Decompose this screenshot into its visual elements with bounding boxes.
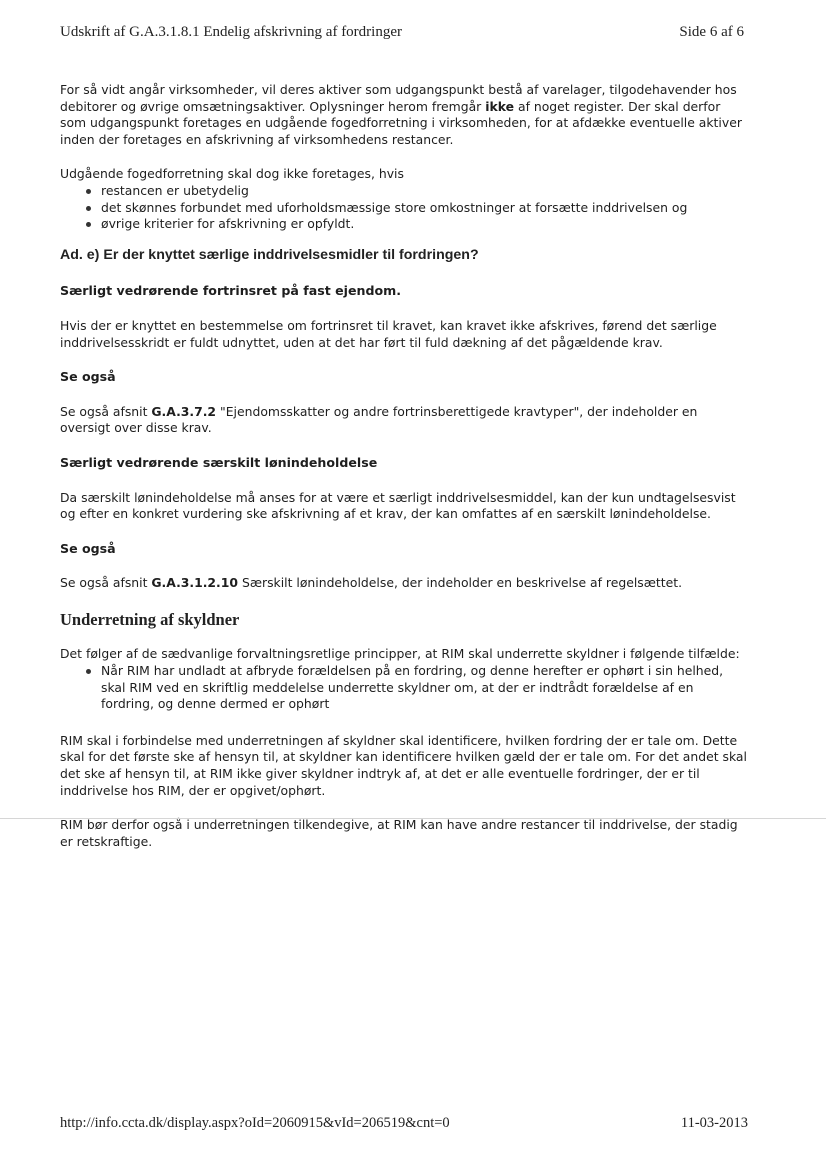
- paragraph-underretning: Det følger af de sædvanlige forvaltningsretlige principper, at RIM skal underrette skyldner i følgende tilfælde:: [60, 646, 740, 662]
- bullet-icon: [86, 669, 91, 674]
- paragraph-virksomheder: For så vidt angår virksomheder, vil deres aktiver som udgangspunkt bestå af varelager, tilgodehavender hos debitorer og øvrige omsætningsaktiver. Oplysninger herom fremgår ikke af noget register. Der skal derfor som udgangspunkt foretages en udgående fogedforretning i virksomheden, for at afdække eventuelle aktiver inden der foretages en afskrivning af virksomhedens restancer.: [60, 82, 742, 147]
- paragraph-udgaaende: Udgående fogedforretning skal dog ikke foretages, hvis: [60, 166, 404, 182]
- paragraph-fortrinsret: Hvis der er knyttet en bestemmelse om fortrinsret til kravet, kan kravet ikke afskrives, førend det særlige inddrivelsesskridt er fuldt udnyttet, uden at det har ført til fuld dækning af det pågældende krav.: [60, 317, 717, 350]
- list-item: Når RIM har undladt at afbryde forældelsen på en fordring, og denne herefter er ophørt i sin helhed, skal RIM ved en skriftlig meddelelse underrette skyldner om, at der er indtrådt forældelse af en fordring, og denne dermed er ophørt: [84, 663, 750, 713]
- see-also-heading: Se også: [60, 369, 116, 385]
- see-also-reference: Se også afsnit G.A.3.1.2.10 Særskilt lønindeholdelse, der indeholder en beskrivelse af regelsættet.: [60, 575, 683, 591]
- list-item: øvrige kriterier for afskrivning er opfyldt.: [84, 216, 750, 233]
- paragraph-restancer: RIM bør derfor også i underretningen tilkendegive, at RIM kan have andre restancer til inddrivelse, der stadig er retskraftige.: [60, 817, 738, 849]
- paragraph-identificere: RIM skal i forbindelse med underretningen af skyldner skal identificere, hvilken fordring der er tale om. Dette skal for det første ske af hensyn til, at skyldner kan identificere hvilken gæld der er tale om. For det andet skal det ske af hensyn til, at RIM ikke giver skyldner indtryk af, at det er alle eventuelle fordringer, der er til inddrivelse hos RIM, der er opgivet/ophørt.: [60, 732, 747, 798]
- source-url: http://info.ccta.dk/display.aspx?oId=2060915&vId=206519&cnt=0: [60, 1115, 450, 1131]
- document-title: Udskrift af G.A.3.1.8.1 Endelig afskrivning af fordringer: [60, 24, 402, 40]
- list-item: det skønnes forbundet med uforholdsmæssige store omkostninger at forsætte inddrivelsen og: [84, 200, 750, 217]
- section-heading-ad-e: Ad. e) Er der knyttet særlige inddrivelsesmidler til fordringen?: [60, 246, 479, 263]
- page-footer: [60, 1115, 748, 1132]
- subheading-loenindeholdelse: Særligt vedrørende særskilt lønindeholdelse: [60, 454, 378, 470]
- section-reference: G.A.3.1.2.10: [151, 575, 239, 591]
- emphasis-ikke: ikke: [485, 98, 515, 114]
- subheading-fortrinsret: Særligt vedrørende fortrinsret på fast ejendom.: [60, 283, 402, 299]
- bullet-list-conditions: [60, 183, 750, 233]
- print-date: 11-03-2013: [680, 1115, 748, 1131]
- section-reference: G.A.3.7.2: [151, 403, 217, 419]
- page-header: [60, 24, 744, 41]
- bullet-icon: [86, 189, 91, 194]
- see-also-reference: Se også afsnit G.A.3.7.2 "Ejendomsskatter og andre fortrinsberettigede kravtyper", der indeholder en oversigt over disse krav.: [60, 403, 698, 436]
- paragraph-loenindeholdelse: Da særskilt lønindeholdelse må anses for at være et særligt inddrivelsesmiddel, kan der kun undtagelsesvist og efter en konkret vurdering ske afskrivning af et krav, der kan omfattes af en særskilt lønindeholdelse.: [60, 489, 736, 522]
- page-number: Side 6 af 6: [679, 24, 744, 40]
- scan-line-divider: [0, 818, 826, 819]
- section-heading-underretning: Underretning af skyldner: [60, 609, 240, 629]
- bullet-icon: [86, 206, 91, 211]
- list-item: restancen er ubetydelig: [84, 183, 750, 200]
- bullet-list-underretning: [60, 663, 750, 713]
- document-body: [60, 82, 750, 850]
- see-also-heading: Se også: [60, 540, 116, 556]
- bullet-icon: [86, 222, 91, 227]
